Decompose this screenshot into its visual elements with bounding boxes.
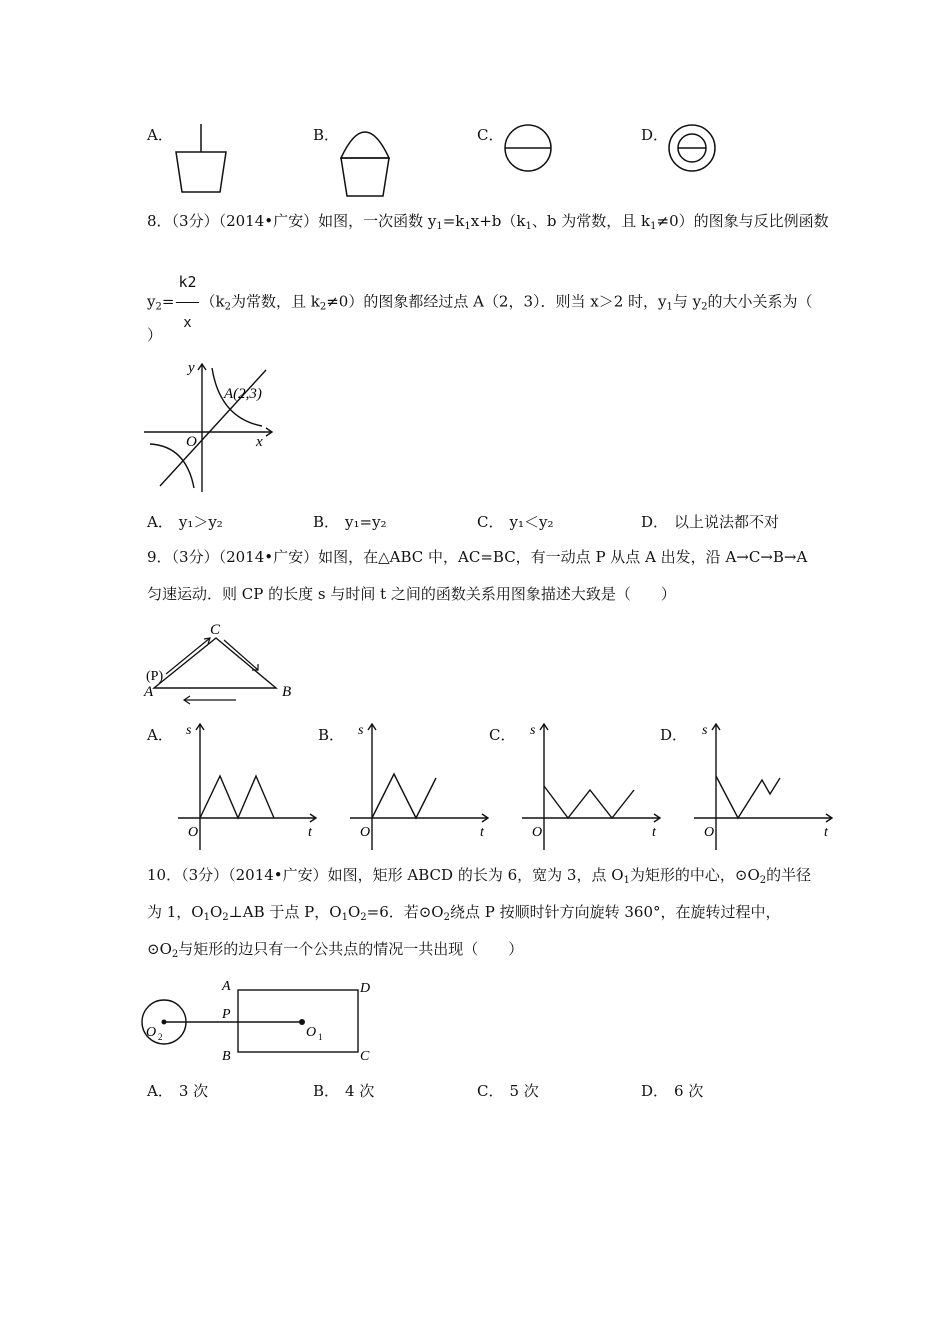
q10-label-d: D xyxy=(360,981,371,996)
svg-text:t: t xyxy=(480,825,484,840)
q7-option-c-figure xyxy=(500,120,556,176)
q8-y-label: y xyxy=(188,360,195,376)
svg-text:t: t xyxy=(308,825,312,840)
q8-option-d: D． 以上说法都不对 xyxy=(641,513,780,531)
svg-text:1: 1 xyxy=(318,1032,323,1042)
q9-option-b-graph xyxy=(342,718,492,854)
q7-option-b-label: B． xyxy=(313,126,340,144)
q7-option-c-label: C． xyxy=(477,126,504,144)
q9-option-d-graph xyxy=(686,718,836,854)
q9-option-c-label: C． xyxy=(489,726,516,744)
svg-text:2: 2 xyxy=(158,1032,163,1042)
svg-text:t: t xyxy=(652,825,656,840)
q10-label-o1: O xyxy=(306,1025,317,1040)
q9-label-b: B xyxy=(282,684,292,700)
q8-fraction: $\frac{k2}{x}$ xyxy=(176,262,198,343)
q10-figure xyxy=(138,974,378,1070)
q9-label-a: A xyxy=(144,684,154,700)
q10-stem-line3: $⊙O_2$与矩形的边只有一个公共点的情况一共出现（ ） xyxy=(147,940,524,960)
q9-stem-line2: 匀速运动．则 CP 的长度 s 与时间 t 之间的函数关系用图象描述大致是（ ） xyxy=(147,585,676,603)
q9-label-p: (P) xyxy=(146,669,164,684)
svg-text:t: t xyxy=(824,825,828,840)
q10-option-d: D． 6 次 xyxy=(641,1082,704,1100)
q10-label-o2: O xyxy=(146,1025,157,1040)
q8-stem-line1: 8．（3分）（2014•广安）如图，一次函数 $y_1=k_1x+b(k_1$、b 为常数，且 $k_1\ne 0$）的图象与反比例函数 xyxy=(147,212,829,232)
q9-triangle-figure xyxy=(140,620,300,706)
q7-option-a-figure xyxy=(168,120,228,198)
q10-option-b: B． 4 次 xyxy=(313,1082,375,1100)
q10-label-a: A xyxy=(222,979,231,994)
q8-point-label: A(2,3) xyxy=(224,386,262,402)
q10-stem-line1: 10．（3分）（2014•广安）如图，矩形 ABCD 的长为 6，宽为 3，点 $O_1$为矩形的中心，$⊙O_2$的半径 xyxy=(147,866,812,886)
q10-option-c: C． 5 次 xyxy=(477,1082,539,1100)
q9-option-c-graph xyxy=(514,718,664,854)
q10-label-p: P xyxy=(222,1007,231,1022)
q8-figure xyxy=(140,358,280,496)
q9-option-a-label: A． xyxy=(147,726,173,744)
svg-text:O: O xyxy=(532,825,543,840)
q8-stem-line3: ） xyxy=(147,326,163,344)
q7-option-d-label: D． xyxy=(641,126,669,144)
q7-option-b-figure xyxy=(333,118,397,200)
q10-label-c: C xyxy=(360,1049,370,1064)
q10-option-a: A． 3 次 xyxy=(147,1082,209,1100)
svg-text:s: s xyxy=(186,723,192,738)
q8-option-a: A． y₁＞y₂ xyxy=(147,513,223,531)
q8-x-label: x xyxy=(256,434,263,450)
q9-option-d-label: D． xyxy=(660,726,688,744)
svg-text:O: O xyxy=(704,825,715,840)
svg-text:s: s xyxy=(530,723,536,738)
q8-origin-label: O xyxy=(186,434,197,450)
svg-text:O: O xyxy=(188,825,199,840)
q8-hyperbola-branch-2 xyxy=(150,444,194,488)
q9-option-a-graph xyxy=(170,718,320,854)
svg-text:s: s xyxy=(702,723,708,738)
q8-stem-line2: $y_2=$ $\frac{k2}{x}$ （$k_2$为常数，且 $k_2\ne 0$）的图象都经过点 A（2，3）．则当 x＞2 时，$y_1$与 $y_2$的大小关系为（ xyxy=(147,262,813,343)
q9-stem-line1: 9．（3分）（2014•广安）如图，在△ABC 中，AC=BC，有一动点 P 从点 A 出发，沿 A→C→B→A xyxy=(147,548,808,566)
q9-option-b-label: B． xyxy=(318,726,345,744)
q8-option-b: B． y₁=y₂ xyxy=(313,513,387,531)
q7-option-d-figure xyxy=(664,120,720,176)
q8-option-c: C． y₁＜y₂ xyxy=(477,513,554,531)
svg-text:O: O xyxy=(360,825,371,840)
q7-option-a-label: A． xyxy=(147,126,173,144)
q9-label-c: C xyxy=(210,622,221,638)
q10-label-b: B xyxy=(222,1049,231,1064)
q10-rectangle xyxy=(238,990,358,1052)
q10-stem-line2: 为 1，$O_1O_2\perp AB$ 于点 P，$O_1O_2=6$．若$⊙O_2$绕点 P 按顺时针方向旋转 360°，在旋转过程中， xyxy=(147,903,781,923)
svg-text:s: s xyxy=(358,723,364,738)
